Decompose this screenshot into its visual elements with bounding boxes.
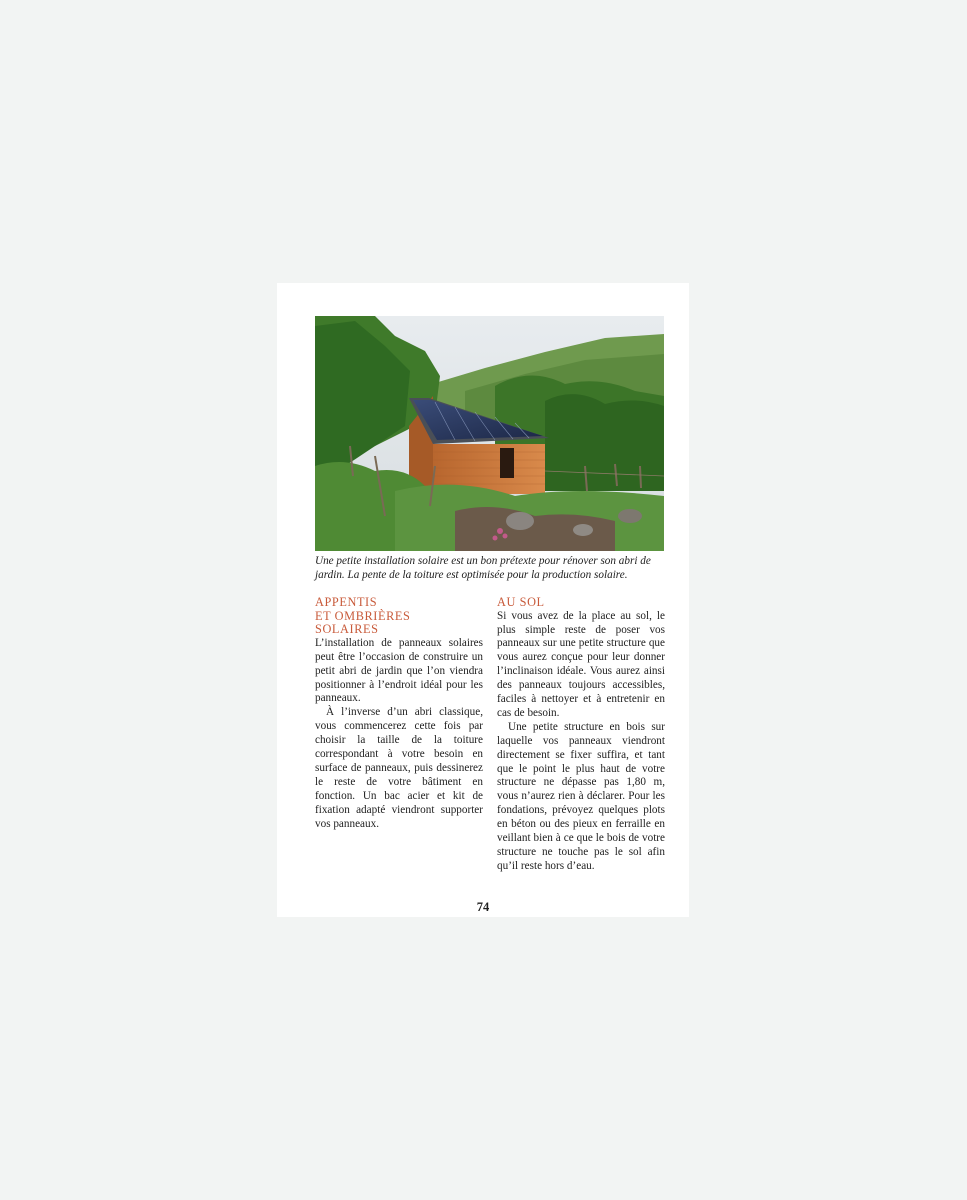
heading-line: SOLAIRES — [315, 622, 379, 637]
left-column — [315, 596, 483, 831]
page-number: 74 — [476, 900, 490, 914]
section-heading-au-sol: AU SOL — [497, 595, 545, 609]
section-heading-appentis — [315, 596, 483, 637]
photo-caption: Une petite installation solaire est un bon prétexte pour rénover son abri de jardin. La pente de la toiture est optimisée pour la production solaire. — [315, 555, 651, 581]
heading-line: APPENTIS — [315, 595, 378, 609]
paragraph: Une petite structure en bois sur laquelle vos panneaux viendront directement se fixer suffira, et tant que le point le plus haut de votre structure ne dépasse pas 1,80 m, vous n’aurez rien à déclarer. Pour les fondations, prévoyez quelques plots en béton ou des pieux en ferraille en veillant bien à ce que le bois de votre structure ne touche pas le sol afin qu’il reste hors d’eau. — [497, 720, 665, 872]
shed-photo — [315, 316, 664, 551]
right-column — [497, 596, 665, 874]
heading-line: ET OMBRIÈRES — [315, 608, 411, 623]
book-page — [277, 283, 689, 917]
paragraph: Si vous avez de la place au sol, le plus simple reste de poser vos panneaux sur une petite structure que vous aurez conçue pour leur donner l’inclinaison idéale. Vous aurez ainsi des panneaux toujours accessibles, faciles à nettoyer et à entretenir en cas de besoin. — [497, 609, 665, 719]
paragraph: À l’inverse d’un abri classique, vous commencerez cette fois par choisir la taille de la toiture correspondant à votre besoin en surface de panneaux, puis dessinerez le reste de votre bâtiment en fonction. Un bac acier et kit de fixation adapté viendront supporter vos panneaux. — [315, 706, 483, 830]
paragraph: L’installation de panneaux solaires peut être l’occasion de construire un petit abri de jardin que l’on viendra positionner à l’endroit idéal pour les panneaux. — [315, 636, 483, 705]
